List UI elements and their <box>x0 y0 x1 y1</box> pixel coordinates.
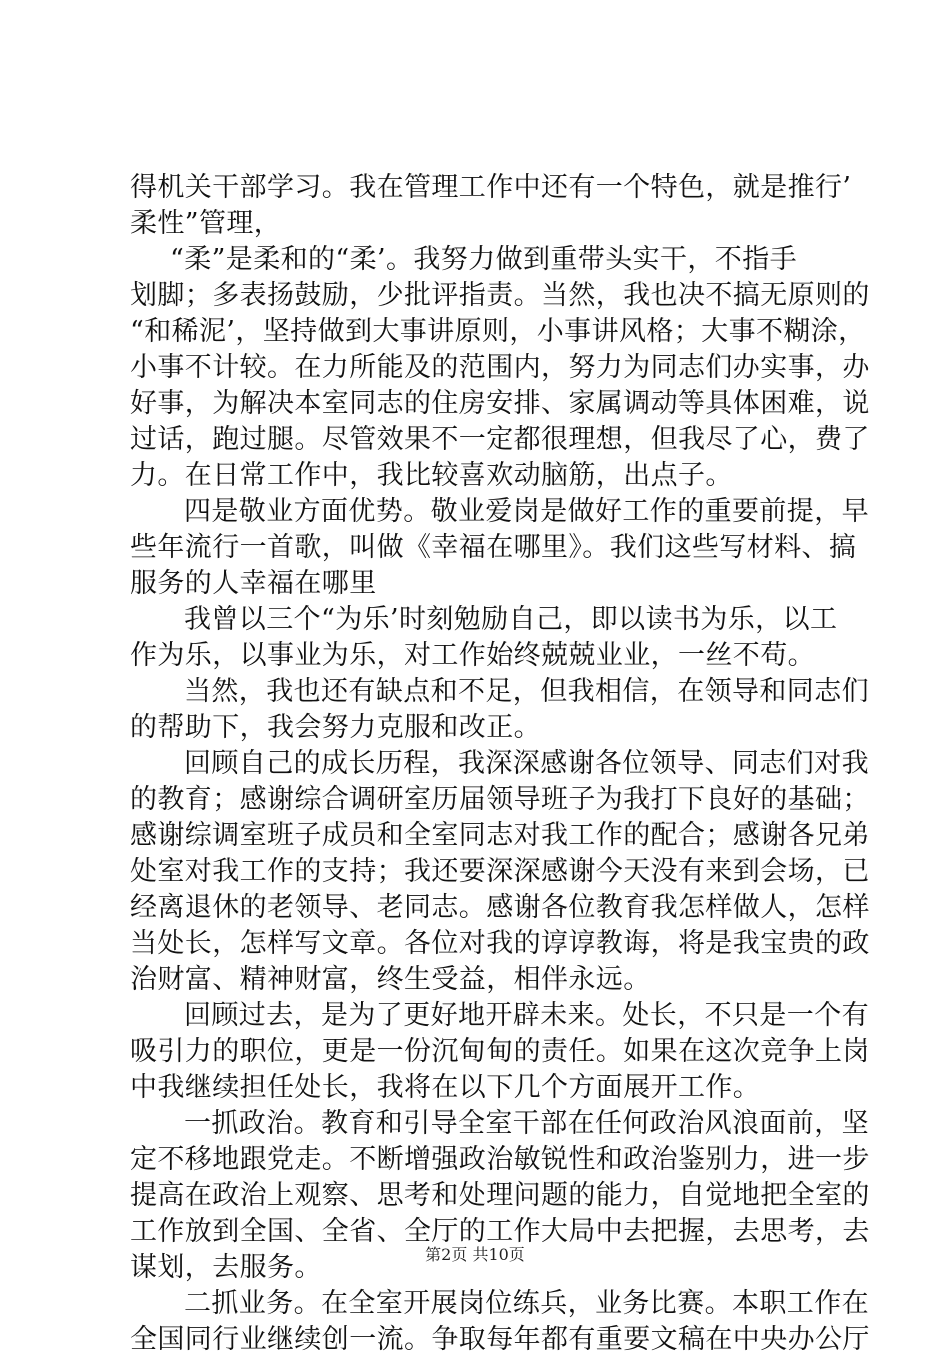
text-line: 好事，为解决本室同志的住房安排、家属调动等具体困难，说 <box>130 388 870 419</box>
text-line: 提高在政治上观察、思考和处理问题的能力，自觉地把全室的 <box>130 1180 870 1211</box>
text-line: 服务的人幸福在哪里 <box>130 568 377 599</box>
text-line: 得机关干部学习。我在管理工作中还有一个特色，就是推行’ <box>130 172 852 203</box>
text-line: 谋划，去服务。 <box>130 1252 322 1283</box>
text-line: 回顾过去，是为了更好地开辟未来。处长，不只是一个有 <box>184 1000 869 1031</box>
text-line: 全国同行业继续创一流。争取每年都有重要文稿在中央办公厅 <box>130 1324 870 1355</box>
text-line: “和稀泥’，坚持做到大事讲原则，小事讲风格；大事不糊涂， <box>130 316 866 347</box>
text-line: 过话，跑过腿。尽管效果不一定都很理想，但我尽了心，费了 <box>130 424 870 455</box>
text-line: 力。在日常工作中，我比较喜欢动脑筋，出点子。 <box>130 460 733 491</box>
text-line: 的帮助下，我会努力克服和改正。 <box>130 712 541 743</box>
text-line: 当处长，怎样写文章。各位对我的谆谆教诲，将是我宝贵的政 <box>130 928 870 959</box>
text-line: 定不移地跟党走。不断增强政治敏锐性和政治鉴别力，进一步 <box>130 1144 870 1175</box>
text-line: 小事不计较。在力所能及的范围内，努力为同志们办实事，办 <box>130 352 870 383</box>
text-line: 柔性”管理， <box>130 208 282 239</box>
text-line: 处室对我工作的支持；我还要深深感谢今天没有来到会场，已 <box>130 856 870 887</box>
text-line: 经离退休的老领导、老同志。感谢各位教育我怎样做人，怎样 <box>130 892 870 923</box>
text-line: 四是敬业方面优势。敬业爱岗是做好工作的重要前提，早 <box>184 496 869 527</box>
text-line: 吸引力的职位，更是一份沉甸甸的责任。如果在这次竞争上岗 <box>130 1036 870 1067</box>
text-line: 作为乐，以事业为乐，对工作始终兢兢业业，一丝不苟。 <box>130 640 815 671</box>
page-number-footer: 第2页 共10页 <box>425 1245 525 1264</box>
text-line: 回顾自己的成长历程，我深深感谢各位领导、同志们对我 <box>184 748 869 779</box>
text-line: 些年流行一首歌，叫做《幸福在哪里》。我们这些写材料、搞 <box>130 532 857 563</box>
text-line: 感谢综调室班子成员和全室同志对我工作的配合；感谢各兄弟 <box>130 820 870 851</box>
text-line: 中我继续担任处长，我将在以下几个方面展开工作。 <box>130 1072 761 1103</box>
text-line: “柔”是柔和的“柔’。我努力做到重带头实干，不指手 <box>170 244 797 275</box>
text-line: 工作放到全国、全省、全厅的工作大局中去把握，去思考，去 <box>130 1216 870 1247</box>
text-line: 划脚；多表扬鼓励，少批评指责。当然，我也决不搞无原则的 <box>130 280 870 311</box>
text-line: 当然，我也还有缺点和不足，但我相信，在领导和同志们 <box>184 676 869 707</box>
text-line: 我曾以三个“为乐’时刻勉励自己，即以读书为乐，以工 <box>184 604 838 635</box>
text-line: 二抓业务。在全室开展岗位练兵，业务比赛。本职工作在 <box>184 1288 869 1319</box>
text-line: 的教育；感谢综合调研室历届领导班子为我打下良好的基础； <box>130 784 870 815</box>
text-line: 治财富、精神财富，终生受益，相伴永远。 <box>130 964 651 995</box>
text-line: 一抓政治。教育和引导全室干部在任何政治风浪面前，坚 <box>184 1108 869 1139</box>
